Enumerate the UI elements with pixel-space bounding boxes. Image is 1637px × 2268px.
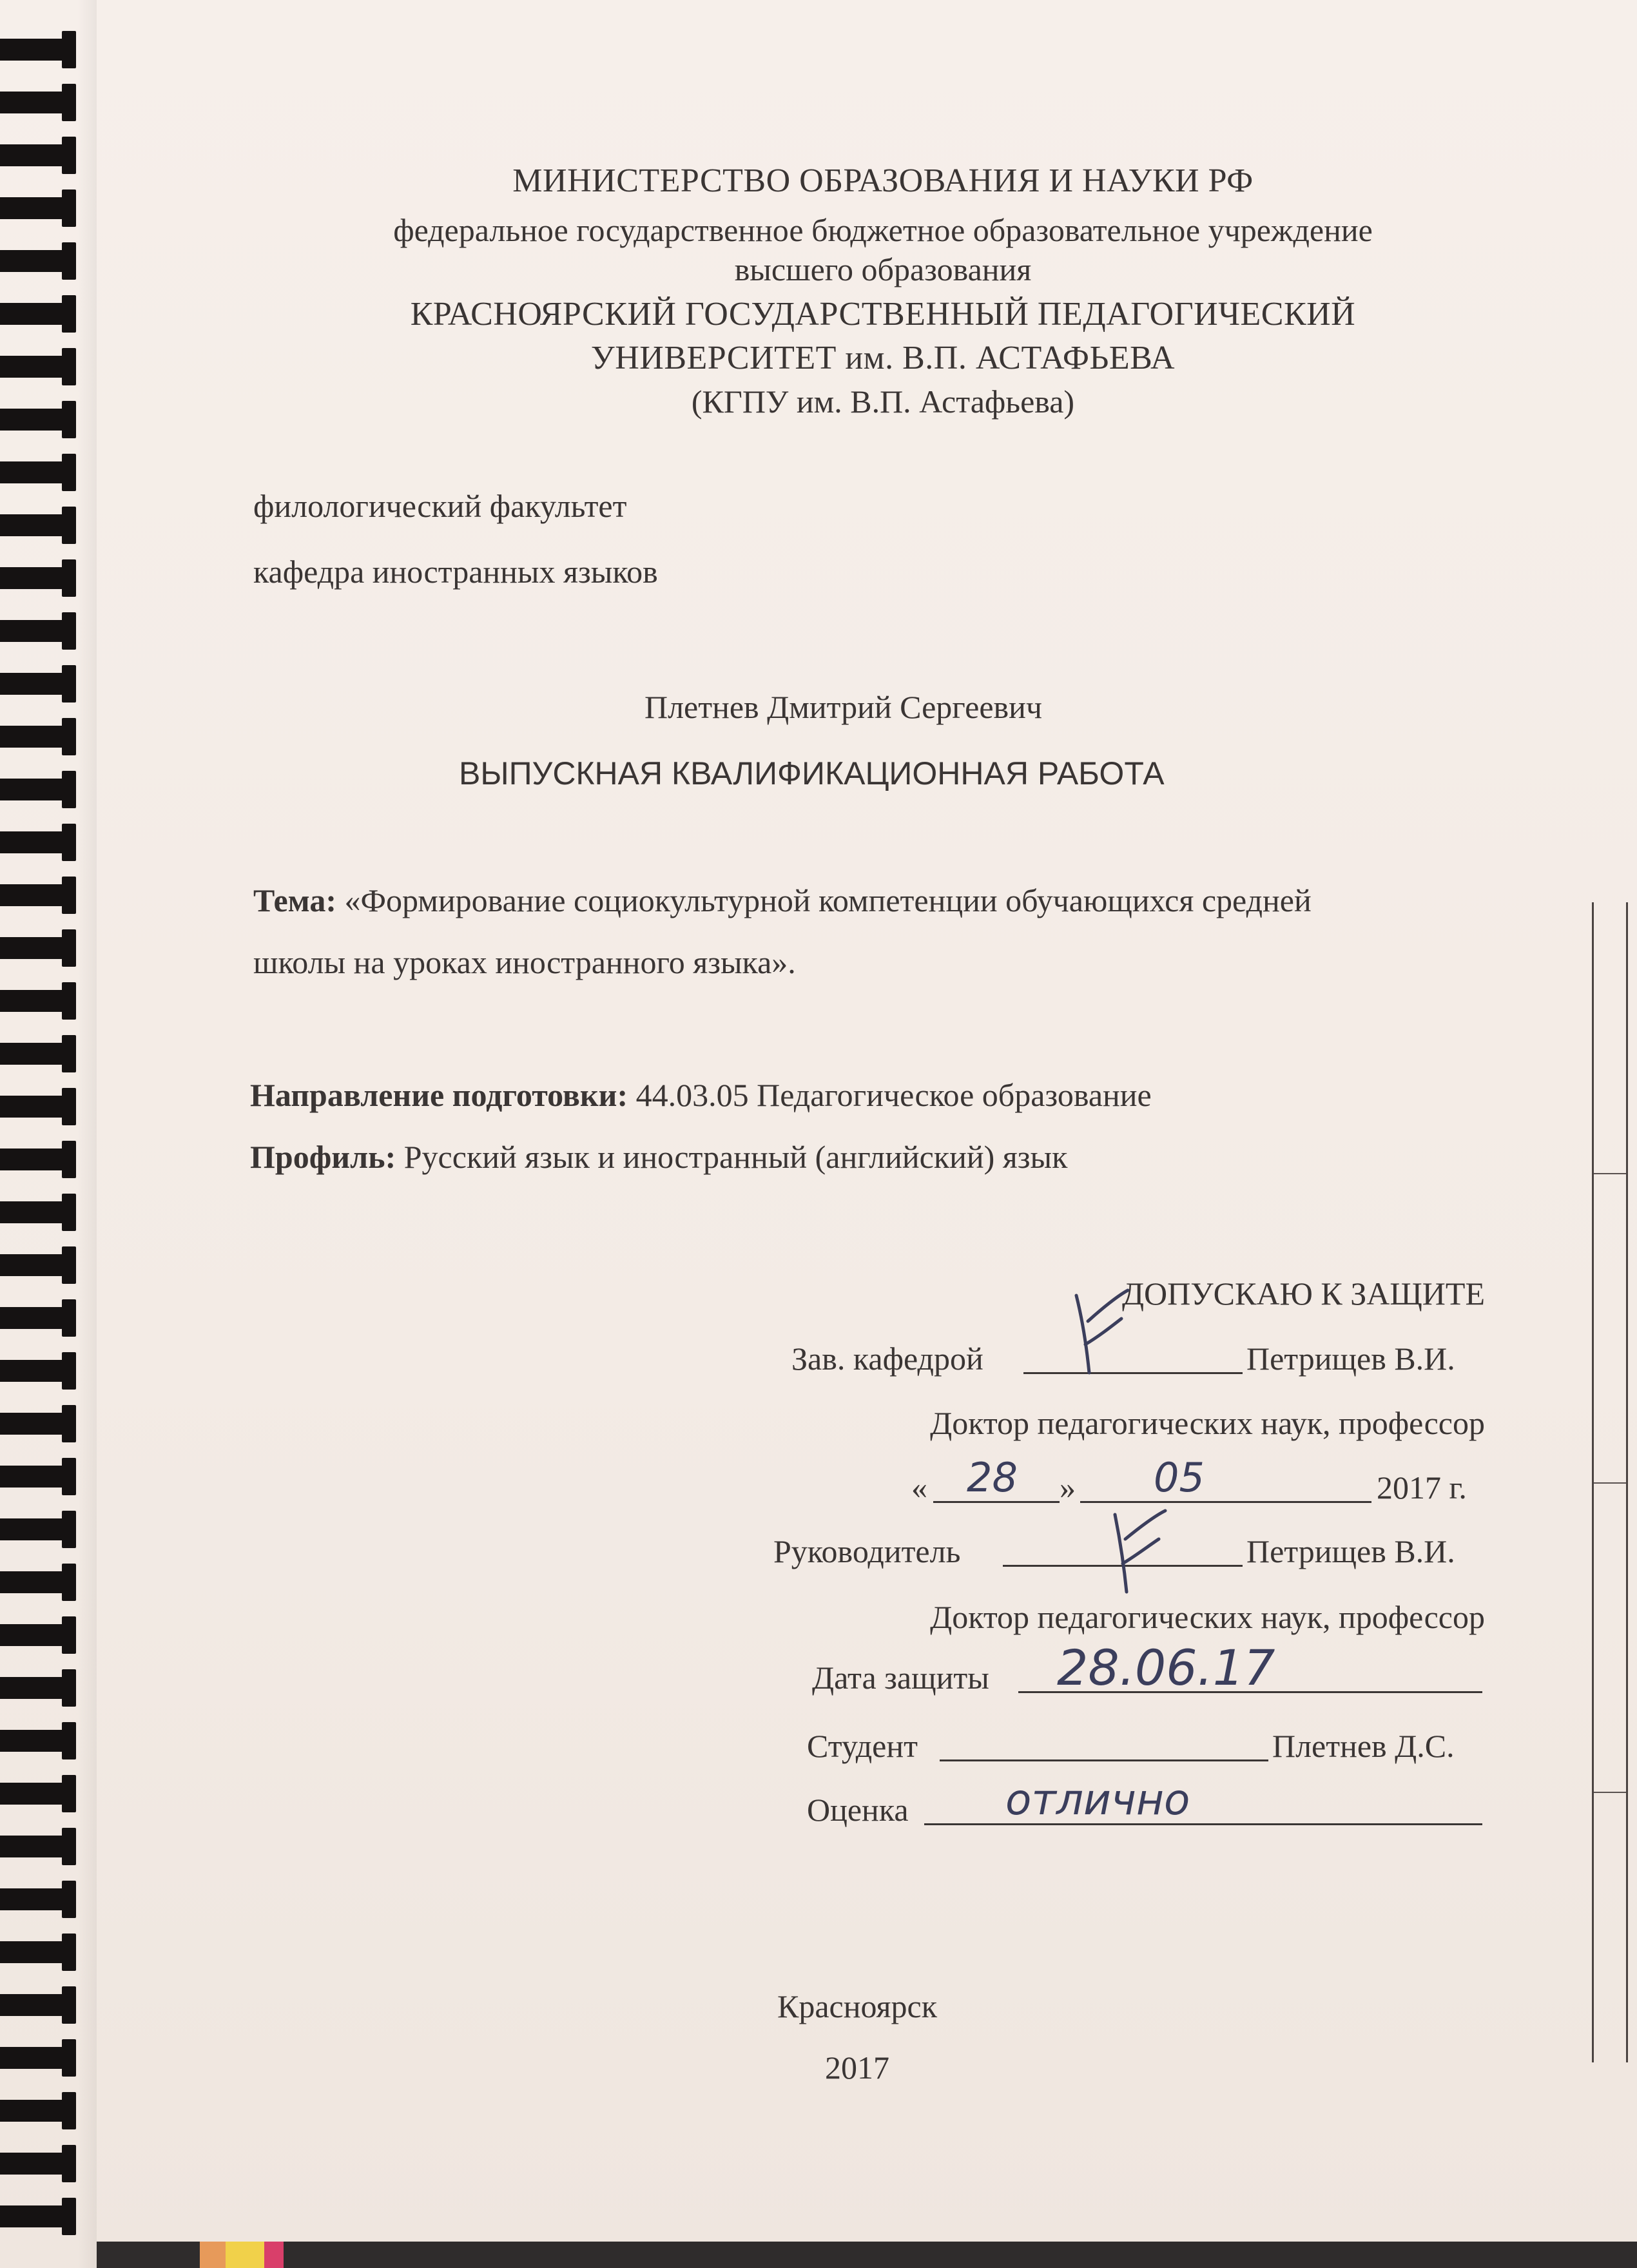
date-year: 2017 г.	[1377, 1469, 1467, 1506]
profile-value: Русский язык и иностранный (английский) язык	[403, 1139, 1068, 1175]
supervisor-signature	[1096, 1502, 1173, 1605]
city: Красноярск	[777, 1988, 938, 2024]
topic-line-1	[253, 884, 1312, 916]
profile-row	[250, 1141, 1067, 1173]
spiral-binding	[0, 0, 97, 2268]
binding-hole	[0, 1571, 64, 1593]
binding-hole	[0, 1518, 64, 1540]
binding-hole	[0, 1413, 64, 1435]
binding-hole	[0, 567, 64, 589]
binding-hole	[0, 39, 64, 61]
grade-handwritten: отлично	[1005, 1775, 1190, 1825]
page-edge-frame	[1592, 902, 1628, 2062]
binding-hole	[0, 250, 64, 272]
binding-hole	[0, 1941, 64, 1963]
binding-hole	[0, 1307, 64, 1329]
department-name: кафедра иностранных языков	[253, 554, 658, 590]
topic-label: Тема:	[253, 882, 337, 918]
student-signature-line	[940, 1730, 1268, 1761]
supervisor-name: Петрищев В.И.	[1246, 1533, 1455, 1569]
binding-hole	[0, 409, 64, 431]
binding-hole	[0, 2047, 64, 2069]
binding-hole	[0, 514, 64, 536]
binding-hole	[0, 831, 64, 853]
defense-date-label: Дата защиты	[812, 1660, 989, 1696]
binding-hole	[0, 2100, 64, 2122]
binding-hole	[0, 884, 64, 906]
binding-hole	[0, 1466, 64, 1488]
direction-row	[250, 1079, 1152, 1111]
binding-hole	[0, 1836, 64, 1857]
university-name-line-2: УНИВЕРСИТЕТ им. В.П. АСТАФЬЕВА	[590, 340, 1176, 376]
topic-text-line-1: «Формирование социокультурной компетенции обучающихся средней	[344, 882, 1312, 918]
frame-tick	[1594, 1173, 1626, 1174]
head-label: Зав. кафедрой	[791, 1341, 983, 1377]
profile-label: Профиль:	[250, 1139, 396, 1175]
binding-hole	[0, 1994, 64, 2016]
institution-line-1: федеральное государственное бюджетное образовательное учреждение	[393, 212, 1373, 248]
student-label: Студент	[807, 1728, 918, 1764]
binding-hole	[0, 1677, 64, 1699]
binding-hole	[0, 92, 64, 113]
date-month-handwritten: 05	[1154, 1454, 1205, 1501]
head-name: Петрищев В.И.	[1246, 1341, 1455, 1377]
binding-hole	[0, 1096, 64, 1118]
binding-hole	[0, 990, 64, 1012]
approval-title: ДОПУСКАЮ К ЗАЩИТЕ	[1121, 1275, 1485, 1312]
university-name-line-1: КРАСНОЯРСКИЙ ГОСУДАРСТВЕННЫЙ ПЕДАГОГИЧЕСКИЙ	[410, 296, 1356, 333]
grade-label: Оценка	[807, 1792, 909, 1828]
student-name: Плетнев Д.С.	[1272, 1728, 1455, 1764]
university-short-name: (КГПУ им. В.П. Астафьева)	[691, 383, 1075, 420]
institution-line-2: высшего образования	[734, 251, 1032, 287]
binding-hole	[0, 1254, 64, 1276]
date-close-quote: »	[1060, 1469, 1076, 1506]
binding-hole	[0, 726, 64, 748]
topic-text-line-2: школы на уроках иностранного языка».	[253, 944, 796, 980]
binding-hole	[0, 197, 64, 219]
head-signature	[1057, 1283, 1134, 1386]
binding-hole	[0, 356, 64, 378]
binding-hole	[0, 303, 64, 325]
defense-date-handwritten: 28.06.17	[1057, 1639, 1275, 1696]
binding-hole	[0, 1624, 64, 1646]
work-type-title: ВЫПУСКНАЯ КВАЛИФИКАЦИОННАЯ РАБОТА	[459, 755, 1165, 791]
binding-hole	[0, 673, 64, 695]
faculty-name: филологический факультет	[253, 488, 627, 524]
ministry-title: МИНИСТЕРСТВО ОБРАЗОВАНИЯ И НАУКИ РФ	[512, 162, 1254, 199]
binding-hole	[0, 1149, 64, 1170]
binding-hole	[0, 779, 64, 800]
supervisor-degree: Доктор педагогических наук, профессор	[930, 1599, 1485, 1635]
binding-hole	[0, 1783, 64, 1805]
binding-hole	[0, 144, 64, 166]
binding-hole	[0, 1201, 64, 1223]
binding-hole	[0, 620, 64, 642]
binding-hole	[0, 461, 64, 483]
binding-hole	[0, 937, 64, 959]
binding-hole	[0, 1360, 64, 1382]
frame-tick	[1594, 1482, 1626, 1484]
binding-hole	[0, 2153, 64, 2175]
frame-tick	[1594, 1792, 1626, 1793]
date-month-line	[1080, 1471, 1371, 1503]
year: 2017	[825, 2050, 889, 2086]
binding-hole	[0, 1888, 64, 1910]
binding-hole	[0, 2205, 64, 2227]
binding-hole	[0, 1730, 64, 1752]
date-open-quote: «	[911, 1469, 927, 1506]
date-day-handwritten: 28	[967, 1454, 1018, 1501]
author-name: Плетнев Дмитрий Сергеевич	[644, 689, 1043, 725]
supervisor-label: Руководитель	[773, 1533, 961, 1569]
head-degree: Доктор педагогических наук, профессор	[930, 1405, 1485, 1441]
binding-hole	[0, 1043, 64, 1065]
scan-bottom-edge	[97, 2242, 1637, 2268]
direction-value: 44.03.05 Педагогическое образование	[635, 1077, 1152, 1113]
direction-label: Направление подготовки:	[250, 1077, 628, 1113]
